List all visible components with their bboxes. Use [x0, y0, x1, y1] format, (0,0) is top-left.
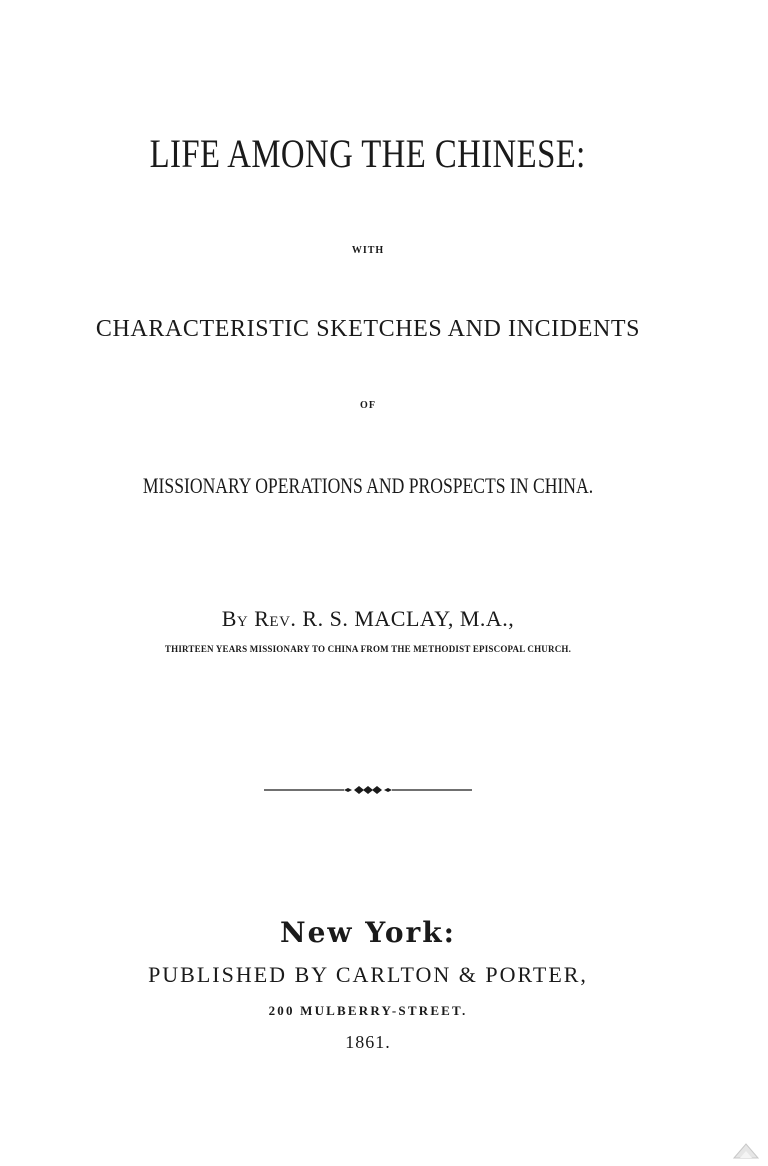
subtitle-line-1: CHARACTERISTIC SKETCHES AND INCIDENTS	[95, 316, 641, 342]
publication-year: 1861.	[345, 1032, 391, 1052]
connector-of: OF	[360, 400, 376, 411]
publisher-line: PUBLISHED BY CARLTON & PORTER,	[148, 962, 588, 987]
connector-with: WITH	[351, 245, 385, 256]
ornamental-divider	[264, 782, 472, 798]
author-name: R. S. MACLAY, M.A.,	[302, 606, 515, 631]
book-title: LIFE AMONG THE CHINESE:	[149, 131, 586, 176]
publication-place: New York:	[280, 916, 456, 949]
bookmark-icon	[732, 1142, 760, 1160]
author-rev: Rev.	[254, 606, 297, 631]
author-credentials: THIRTEEN YEARS MISSIONARY TO CHINA FROM THE METHODIST EPISCOPAL CHURCH.	[164, 644, 572, 654]
author-line	[0, 606, 736, 632]
subtitle-line-2: MISSIONARY OPERATIONS AND PROSPECTS IN CHINA.	[142, 473, 594, 498]
author-by: By	[221, 606, 249, 631]
publisher-address: 200 MULBERRY-STREET.	[268, 1003, 468, 1018]
